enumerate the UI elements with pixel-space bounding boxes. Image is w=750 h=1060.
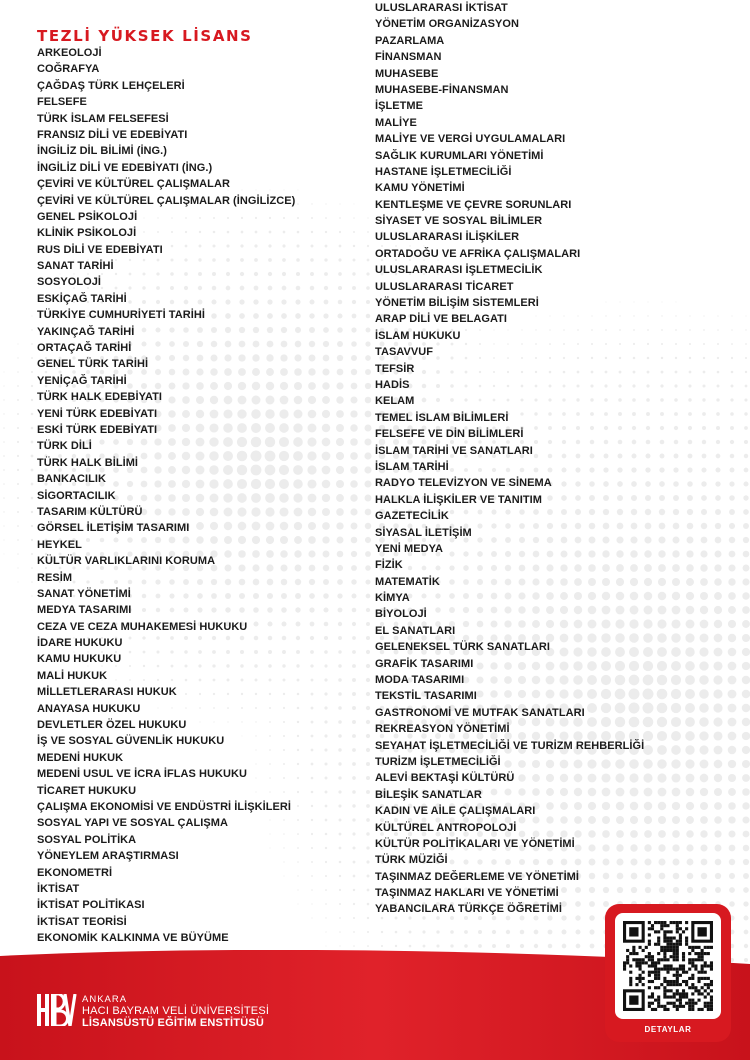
program-item: TASAVVUF [375, 346, 434, 359]
program-item: İDARE HUKUKU [37, 637, 123, 650]
institution-city: ANKARA [82, 994, 128, 1005]
program-item: TAŞINMAZ HAKLARI VE YÖNETİMİ [375, 887, 559, 900]
qr-card[interactable] [605, 904, 731, 1042]
university-logo-icon [37, 994, 77, 1026]
program-item: İSLAM TARİHİ [375, 460, 449, 473]
program-item: İNGİLİZ DİLİ VE EDEBİYATI (İNG.) [37, 161, 213, 174]
program-item: GRAFİK TASARIMI [375, 657, 474, 670]
program-item: PAZARLAMA [375, 34, 445, 47]
program-item: KİMYA [375, 592, 410, 605]
qr-details-label: DETAYLAR [644, 1025, 692, 1034]
program-item: MEDENİ HUKUK [37, 751, 124, 764]
program-item: YABANCILARA TÜRKÇE ÖĞRETİMİ [375, 903, 562, 916]
program-item: EL SANATLARI [375, 624, 456, 637]
program-item: MALİ HUKUK [37, 669, 108, 682]
program-item: KÜLTÜR VARLIKLARINI KORUMA [37, 555, 216, 568]
program-item: DEVLETLER ÖZEL HUKUKU [37, 719, 187, 732]
program-list-left [37, 45, 295, 946]
program-item: KLİNİK PSİKOLOJİ [37, 227, 137, 240]
program-item: GAZETECİLİK [375, 510, 449, 523]
program-item: FİZİK [375, 559, 403, 572]
program-item: TÜRK DİLİ [37, 440, 92, 453]
program-item: İSLAM TARİHİ VE SANATLARI [375, 444, 533, 457]
program-item: ORTAÇAĞ TARİHİ [37, 342, 132, 355]
program-item: YENİ TÜRK EDEBİYATI [37, 407, 158, 420]
program-item: MEDYA TASARIMI [37, 604, 132, 617]
program-item: RADYO TELEVİZYON VE SİNEMA [375, 477, 552, 490]
program-item: ULUSLARARASI TİCARET [375, 280, 514, 293]
program-item: GÖRSEL İLETİŞİM TASARIMI [37, 522, 190, 535]
program-item: BİYOLOJİ [375, 608, 427, 621]
program-item: TÜRKİYE CUMHURİYETİ TARİHİ [37, 309, 205, 322]
program-item: TÜRK HALK BİLİMİ [37, 456, 139, 469]
program-item: GELENEKSEL TÜRK SANATLARI [375, 641, 551, 654]
program-item: SİGORTACILIK [37, 489, 116, 502]
institution-institute: LİSANSÜSTÜ EĞİTİM ENSTİTÜSÜ [82, 1017, 265, 1029]
program-item: SEYAHAT İŞLETMECİLİĞİ VE TURİZM REHBERLİĞİ [375, 739, 645, 752]
institution-university: HACI BAYRAM VELİ ÜNİVERSİTESİ [82, 1005, 270, 1017]
program-item: SOSYAL POLİTİKA [37, 833, 137, 846]
program-item: ORTADOĞU VE AFRİKA ÇALIŞMALARI [375, 247, 581, 260]
program-item: TEMEL İSLAM BİLİMLERİ [375, 411, 509, 424]
program-item: YÖNETİM BİLİŞİM SİSTEMLERİ [375, 297, 539, 310]
program-item: SANAT YÖNETİMİ [37, 587, 131, 600]
program-item: KÜLTÜR POLİTİKALARI VE YÖNETİMİ [375, 837, 575, 850]
program-item: SAĞLIK KURUMLARI YÖNETİMİ [375, 149, 544, 162]
program-item: REKREASYON YÖNETİMİ [375, 723, 510, 736]
program-item: İKTİSAT TEORİSİ [37, 915, 127, 928]
program-item: TİCARET HUKUKU [37, 784, 137, 797]
program-item: KAMU YÖNETİMİ [375, 182, 465, 195]
program-item: İSLAM HUKUKU [375, 329, 461, 342]
institution-name [82, 994, 269, 1029]
program-list-right [375, 0, 644, 918]
program-item: İKTİSAT POLİTİKASI [37, 899, 145, 912]
program-item: SOSYAL YAPI VE SOSYAL ÇALIŞMA [37, 817, 228, 830]
program-item: ARKEOLOJİ [37, 47, 102, 59]
program-item: ÇEVİRİ VE KÜLTÜREL ÇALIŞMALAR [37, 178, 230, 191]
program-item: GASTRONOMİ VE MUTFAK SANATLARI [375, 706, 585, 719]
program-item: FELSEFE [37, 96, 87, 109]
program-item: TAŞINMAZ DEĞERLEME VE YÖNETİMİ [375, 870, 579, 883]
program-item: ANAYASA HUKUKU [37, 702, 141, 715]
program-item: HASTANE İŞLETMECİLİĞİ [375, 165, 512, 178]
program-item: İŞ VE SOSYAL GÜVENLİK HUKUKU [37, 735, 225, 748]
program-item: YÖNETİM ORGANİZASYON [375, 18, 520, 31]
program-item: ESKİÇAĞ TARİHİ [37, 292, 127, 305]
program-item: TÜRK MÜZİĞİ [375, 854, 448, 867]
program-item: KÜLTÜREL ANTROPOLOJİ [375, 821, 517, 834]
program-item: MUHASEBE [375, 67, 439, 80]
program-item: MİLLETLERARASI HUKUK [37, 686, 177, 699]
program-item: MATEMATİK [375, 575, 440, 588]
program-item: TÜRK HALK EDEBİYATI [37, 391, 163, 404]
program-item: BİLEŞİK SANATLAR [375, 788, 482, 801]
program-item: KENTLEŞME VE ÇEVRE SORUNLARI [375, 198, 572, 211]
program-item: KAMU HUKUKU [37, 653, 122, 666]
program-item: ULUSLARARASI İKTİSAT [375, 2, 508, 14]
program-item: RUS DİLİ VE EDEBİYATI [37, 243, 163, 256]
program-item: YENİÇAĞ TARİHİ [37, 374, 127, 387]
program-item: ALEVİ BEKTAŞİ KÜLTÜRÜ [375, 772, 515, 785]
program-item: COĞRAFYA [37, 63, 100, 76]
program-item: ARAP DİLİ VE BELAGATI [375, 313, 508, 326]
program-item: ESKİ TÜRK EDEBİYATI [37, 423, 158, 436]
program-item: TASARIM KÜLTÜRÜ [37, 505, 143, 518]
program-item: SANAT TARİHİ [37, 260, 114, 273]
program-item: TEKSTİL TASARIMI [375, 690, 477, 703]
program-item: YAKINÇAĞ TARİHİ [37, 325, 135, 338]
program-item: YÖNEYLEM ARAŞTIRMASI [37, 850, 179, 863]
program-item: BANKACILIK [37, 473, 106, 486]
program-item: YENİ MEDYA [375, 542, 443, 555]
program-item: EKONOMETRİ [37, 866, 113, 879]
program-item: MUHASEBE-FİNANSMAN [375, 83, 509, 96]
program-item: ULUSLARARASI İŞLETMECİLİK [375, 264, 543, 277]
program-item: MALİYE VE VERGİ UYGULAMALARI [375, 133, 566, 146]
program-item: ULUSLARARASI İLİŞKİLER [375, 231, 520, 244]
program-item: EKONOMİK KALKINMA VE BÜYÜME [37, 932, 229, 945]
program-item: HEYKEL [37, 538, 82, 551]
program-item: KADIN VE AİLE ÇALIŞMALARI [375, 805, 536, 818]
program-item: CEZA VE CEZA MUHAKEMESİ HUKUKU [37, 620, 248, 633]
program-item: GENEL PSİKOLOJİ [37, 210, 138, 223]
program-item: FELSEFE VE DİN BİLİMLERİ [375, 428, 524, 441]
program-item: SOSYOLOJİ [37, 276, 102, 289]
page-title: TEZLİ YÜKSEK LİSANS [37, 27, 253, 45]
program-item: ÇEVİRİ VE KÜLTÜREL ÇALIŞMALAR (İNGİLİZCE) [37, 194, 296, 207]
program-item: MALİYE [375, 116, 417, 129]
program-item: TÜRK İSLAM FELSEFESİ [37, 112, 169, 125]
program-item: İNGİLİZ DİL BİLİMİ (İNG.) [37, 145, 167, 158]
program-item: FRANSIZ DİLİ VE EDEBİYATI [37, 128, 188, 141]
program-item: GENEL TÜRK TARİHİ [37, 358, 149, 371]
program-item: MODA TASARIMI [375, 674, 465, 687]
qr-code-icon [623, 921, 713, 1011]
program-item: HADİS [375, 378, 410, 391]
program-item: RESİM [37, 571, 73, 584]
program-item: İKTİSAT [37, 882, 80, 895]
program-item: İŞLETME [375, 100, 424, 113]
program-item: KELAM [375, 395, 415, 408]
program-item: MEDENİ USUL VE İCRA İFLAS HUKUKU [37, 768, 247, 781]
program-item: TURİZM İŞLETMECİLİĞİ [375, 755, 501, 768]
program-item: SİYASET VE SOSYAL BİLİMLER [375, 215, 543, 228]
program-item: HALKLA İLİŞKİLER VE TANITIM [375, 493, 542, 506]
program-item: TEFSİR [375, 362, 415, 375]
program-item: ÇAĞDAŞ TÜRK LEHÇELERİ [37, 79, 185, 92]
program-item: FİNANSMAN [375, 51, 442, 64]
program-item: ÇALIŞMA EKONOMİSİ VE ENDÜSTRİ İLİŞKİLERİ [37, 800, 291, 813]
qr-code[interactable] [615, 913, 721, 1019]
program-item: SİYASAL İLETİŞİM [375, 526, 472, 539]
